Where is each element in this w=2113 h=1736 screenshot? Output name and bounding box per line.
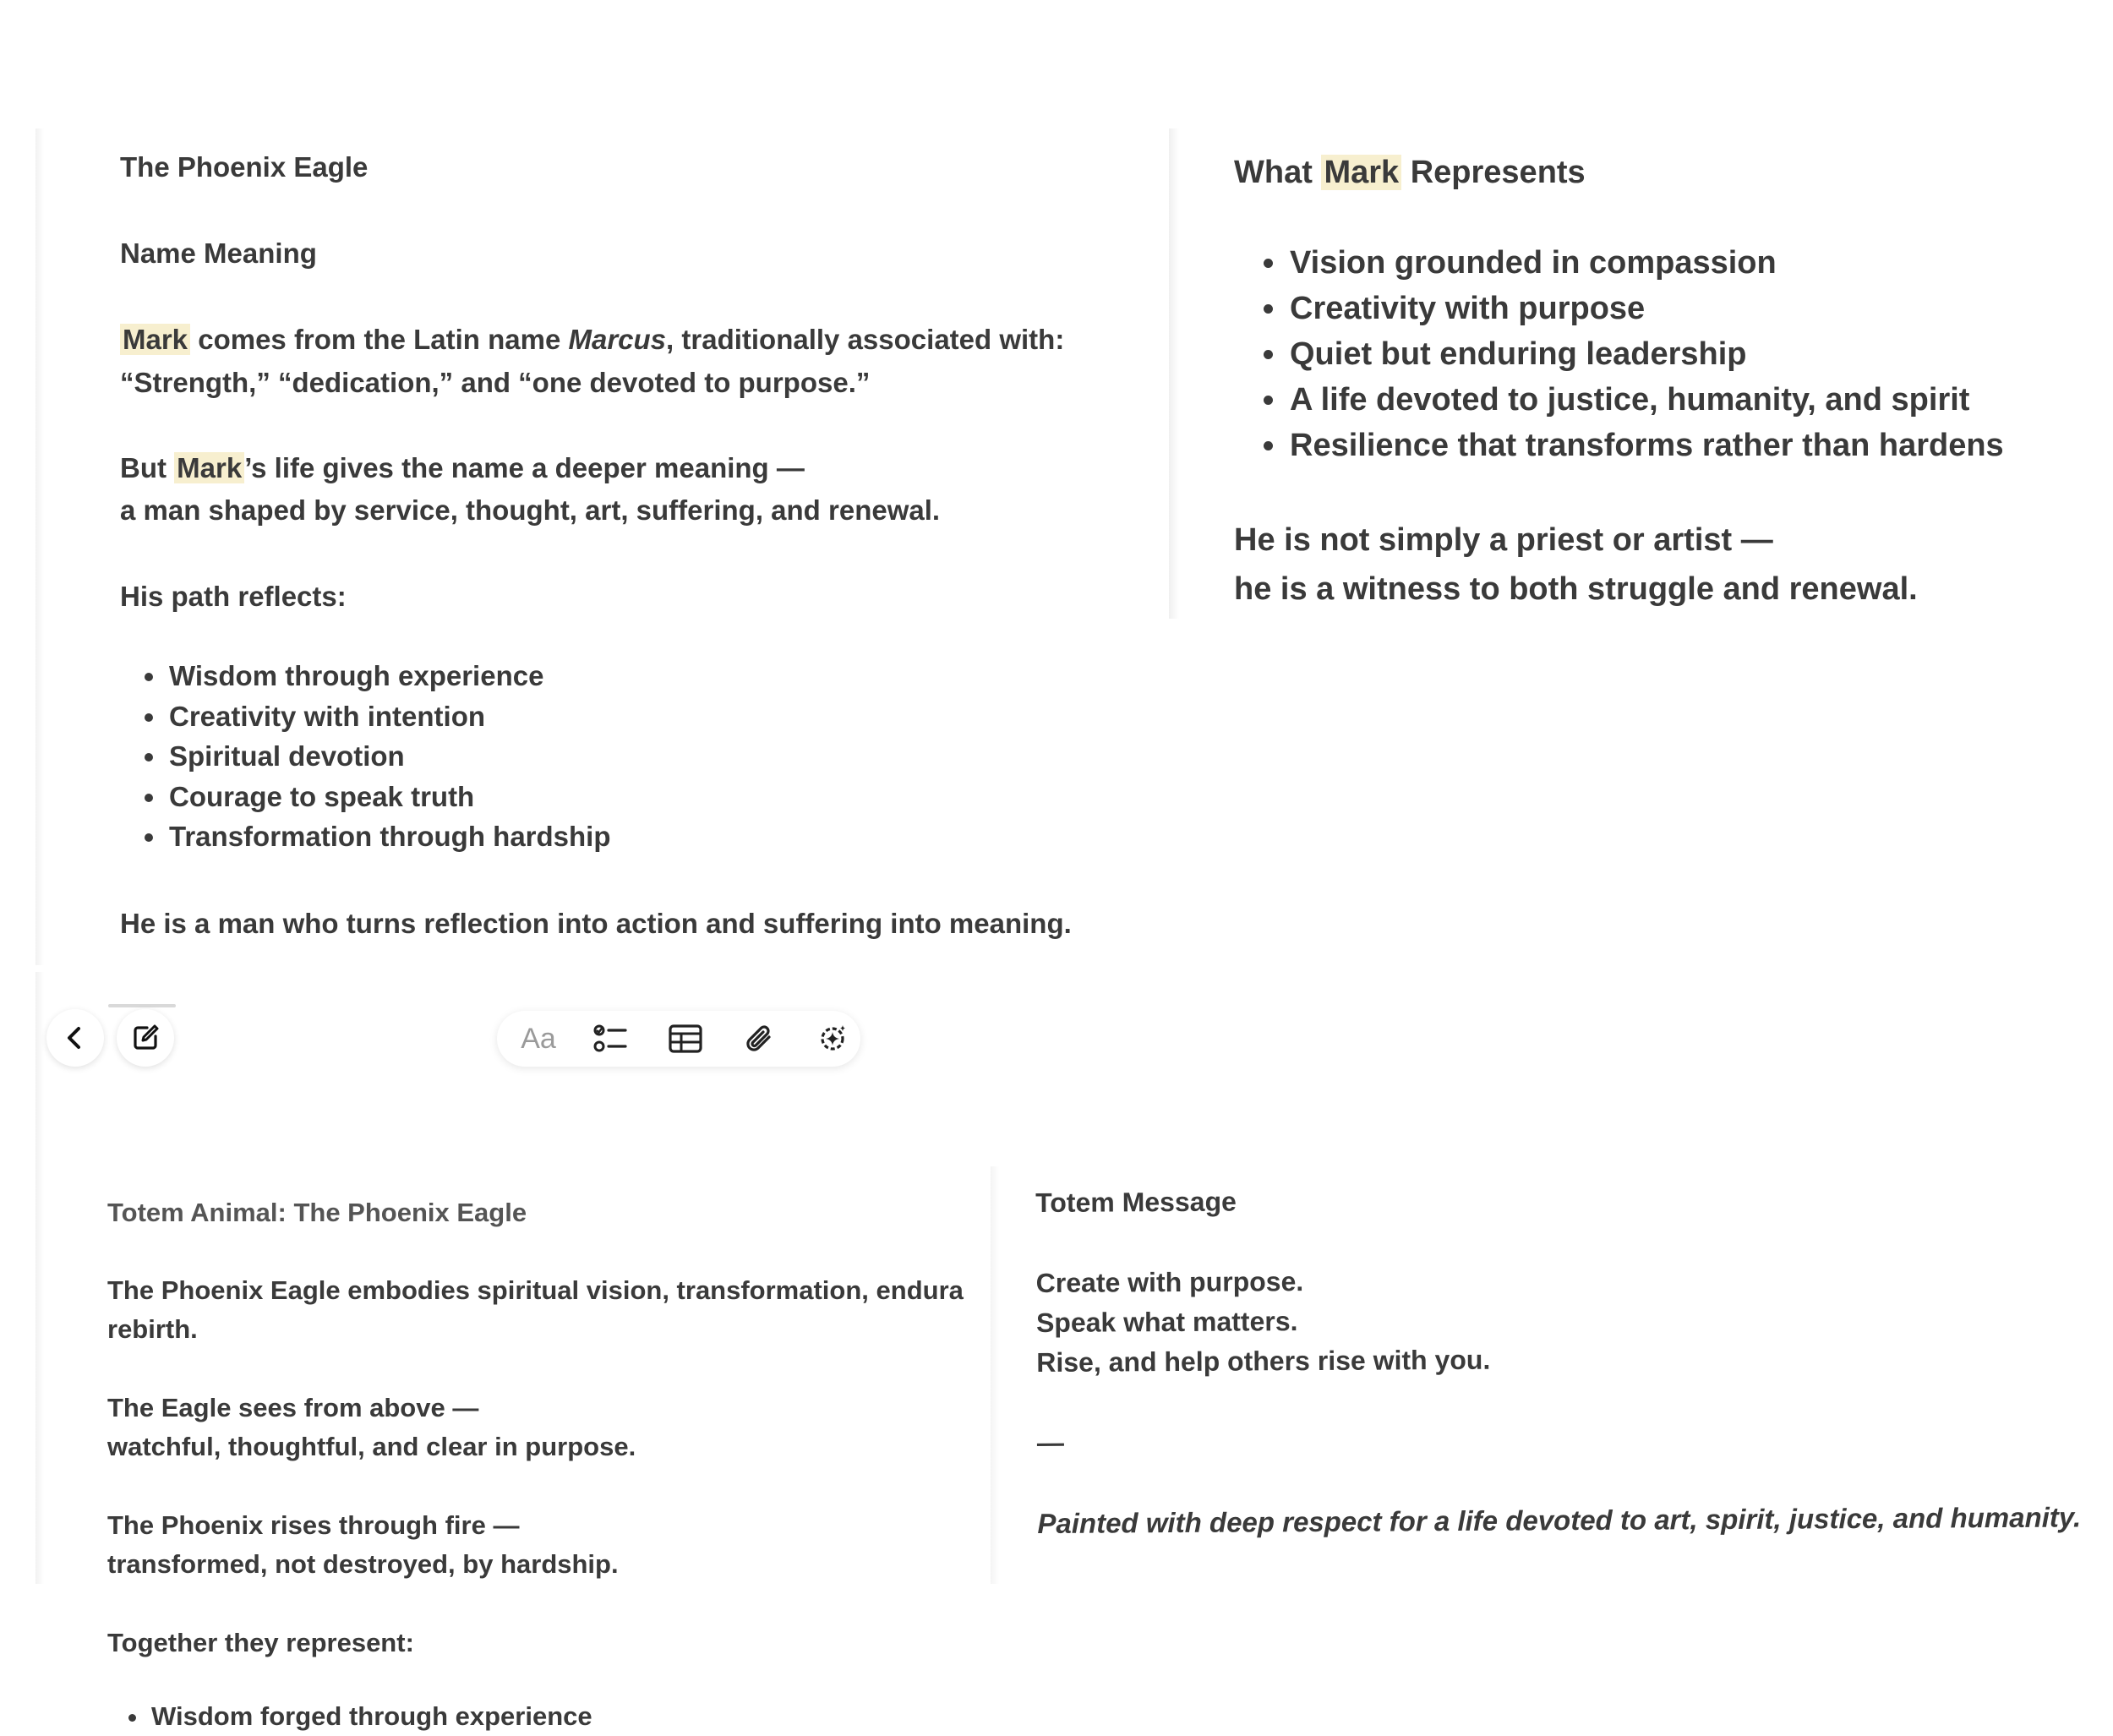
text-format-icon: Aa (521, 1022, 556, 1055)
list-item: • Vision grounded in compassion (1288, 240, 2113, 286)
note-panel-totem-message (991, 1166, 2113, 1584)
list-item: • Creativity with intention (167, 696, 611, 737)
note-panel-represents (1169, 128, 2113, 636)
note-title: The Phoenix Eagle (120, 151, 369, 183)
section-heading: What Mark Represents (1234, 155, 1586, 190)
attachment-button[interactable] (730, 1011, 789, 1067)
formatting-toolbar (497, 1011, 860, 1067)
deeper-line: But Mark’s life gives the name a deeper meaning — (120, 452, 805, 483)
paragraph-line: The Phoenix rises through fire — (107, 1510, 520, 1540)
origin-line: Mark comes from the Latin name Marcus, traditionally associated with: (120, 318, 1064, 361)
note-body (1234, 149, 2113, 614)
closing-line: He is not simply a priest or artist — (1234, 522, 1773, 558)
list-item: • A life devoted to justice, humanity, and spirit (1288, 377, 2113, 423)
message-line: Create with purpose. (1035, 1266, 1304, 1298)
list-item: • Transformation through hardship (167, 816, 611, 857)
highlighted-name: Mark (174, 452, 244, 483)
latin-name: Marcus (568, 324, 667, 355)
deeper-line-2: a man shaped by service, thought, art, suffering, and renewal. (120, 494, 941, 526)
paragraph-line: watchful, thoughtful, and clear in purpose. (107, 1432, 636, 1461)
back-button[interactable] (46, 1009, 104, 1067)
chevron-left-icon (63, 1025, 88, 1051)
paperclip-icon (744, 1023, 776, 1055)
note-panel-name-meaning (35, 128, 1168, 965)
separator-dash: — (1036, 1427, 1064, 1458)
paragraph-line: The Phoenix Eagle embodies spiritual vision, transformation, endura (107, 1275, 964, 1305)
totem-list (107, 1697, 592, 1736)
note-heading: Totem Animal: The Phoenix Eagle (107, 1198, 527, 1227)
drag-handle[interactable] (108, 1004, 176, 1007)
list-item: • Resilience that transforms rather than hardens (1288, 423, 2113, 468)
section-heading: Name Meaning (120, 237, 317, 269)
path-heading: His path reflects: (120, 581, 347, 612)
table-button[interactable] (656, 1011, 715, 1067)
paragraph-line: transformed, not destroyed, by hardship. (107, 1549, 619, 1579)
checklist-button[interactable] (581, 1011, 641, 1067)
dedication-line: Painted with deep respect for a life devoted to art, spirit, justice, and humanity. (1037, 1501, 2082, 1539)
paragraph-line: rebirth. (107, 1314, 198, 1344)
checklist-icon (593, 1024, 629, 1054)
list-item: • Creativity with purpose (1288, 286, 2113, 331)
list-item: • Quiet but enduring leadership (1288, 331, 2113, 377)
list-item: • Wisdom forged through experience (150, 1697, 592, 1736)
list-item: • Spiritual devotion (167, 736, 611, 777)
sparkle-gear-icon (815, 1021, 850, 1056)
note-body (1035, 1176, 2111, 1543)
paragraph-line: The Eagle sees from above — (107, 1393, 479, 1422)
list-item: • Wisdom through experience (167, 656, 611, 696)
list-item: • Courage to speak truth (167, 777, 611, 817)
compose-icon (130, 1023, 161, 1053)
together-heading: Together they represent: (107, 1628, 414, 1657)
quote-line: “Strength,” “dedication,” and “one devoted to purpose.” (120, 367, 871, 398)
represents-list (1234, 240, 2113, 468)
note-heading: Totem Message (1035, 1186, 1237, 1218)
highlighted-name: Mark (120, 324, 190, 355)
highlighted-name: Mark (1321, 155, 1401, 190)
message-line: Speak what matters. (1035, 1306, 1298, 1338)
format-text-button[interactable] (509, 1011, 568, 1067)
closing-line-2: he is a witness to both struggle and renewal. (1234, 571, 1918, 607)
ai-tools-button[interactable] (803, 1011, 862, 1067)
compose-button[interactable] (117, 1009, 174, 1067)
message-line: Rise, and help others rise with you. (1036, 1344, 1491, 1378)
path-list (120, 656, 611, 857)
table-icon (669, 1024, 702, 1053)
closing-line: He is a man who turns reflection into action and suffering into meaning. (120, 908, 1072, 939)
